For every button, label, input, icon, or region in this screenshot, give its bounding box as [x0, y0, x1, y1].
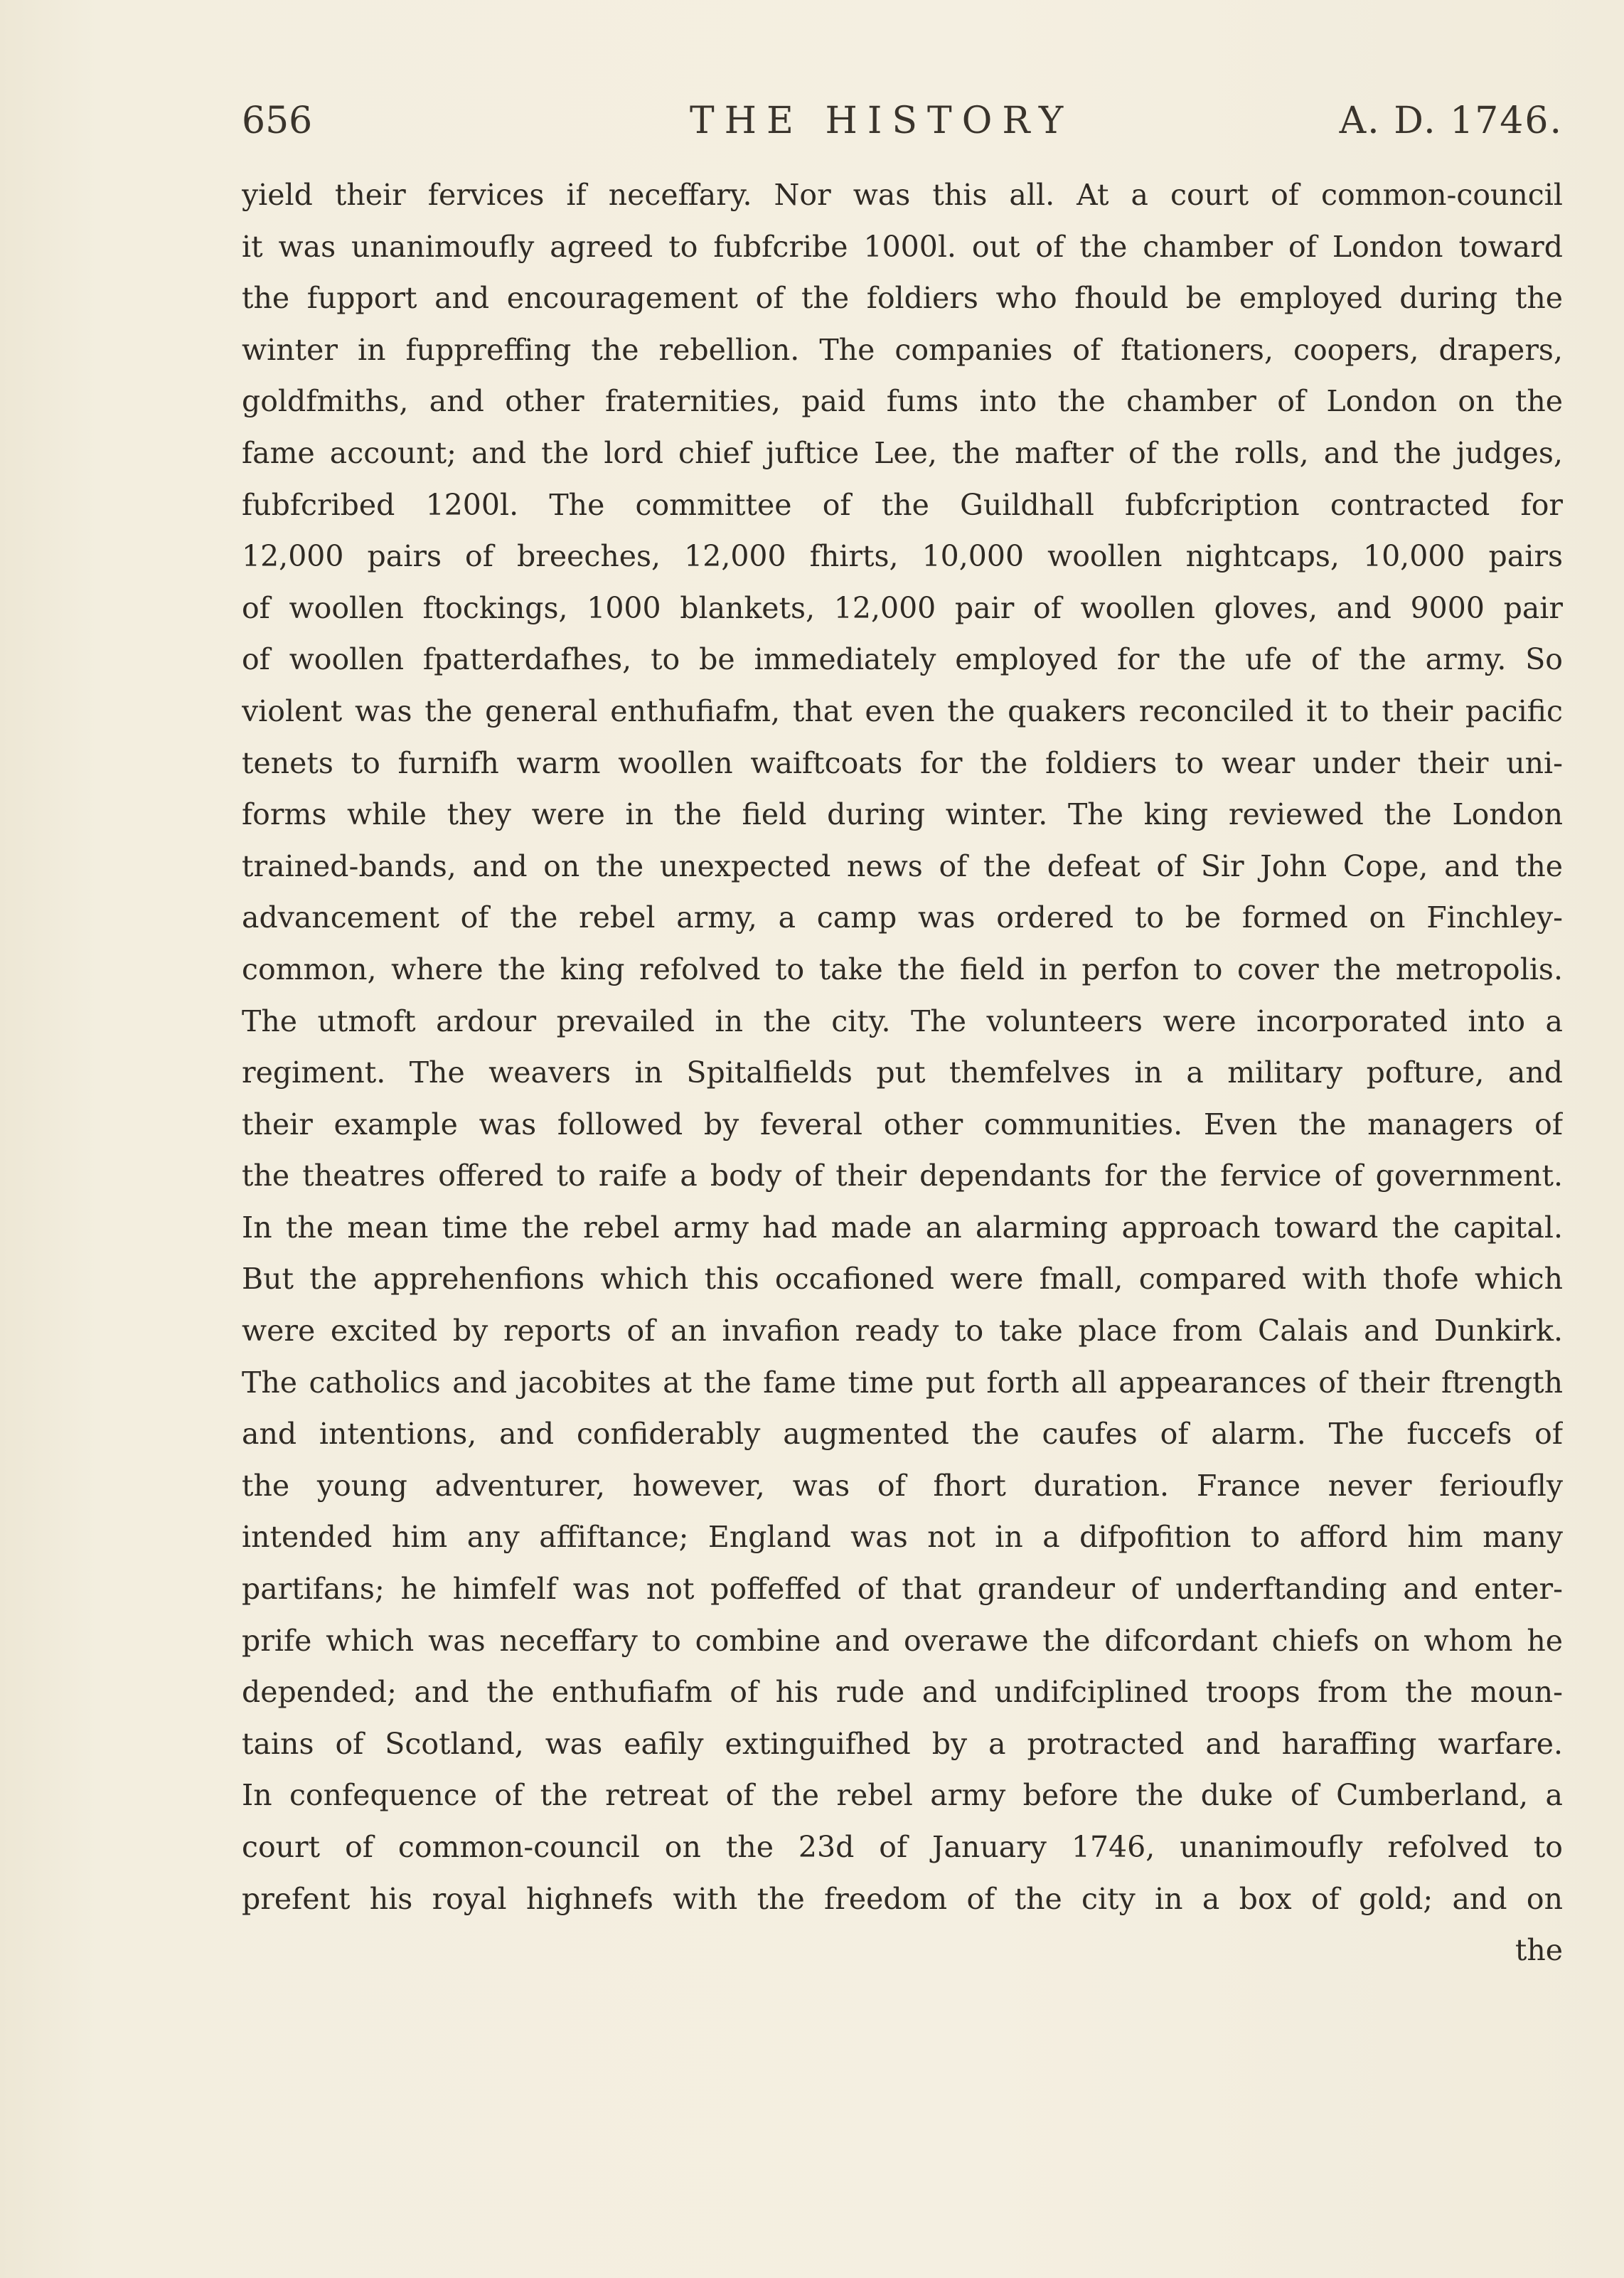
text-line: tenets to furnifh warm woollen waiftcoats for the foldiers to wear under their uni- [242, 745, 1563, 780]
text-line: prife which was neceffary to combine and overawe the difcordant chiefs on whom he [242, 1623, 1563, 1658]
catchword: the [1515, 1933, 1563, 1968]
text-line: depended; and the enthufiafm of his rude and undifciplined troops from the moun- [242, 1675, 1563, 1710]
body-text [242, 169, 1563, 1976]
text-line: their example was followed by feveral other communities. Even the managers of [242, 1107, 1563, 1141]
page-number: 656 [242, 100, 313, 142]
text-line: court of common-council on the 23d of January 1746, unanimoufly refolved to [242, 1830, 1563, 1864]
text-line: fubfcribed 1200l. The committee of the Guildhall fubfcription contracted for [242, 487, 1563, 522]
text-line: it was unanimoufly agreed to fubfcribe 1000l. out of the chamber of London toward [242, 229, 1563, 264]
text-line: of woollen fpatterdafhes, to be immediately employed for the ufe of the army. So [242, 642, 1563, 677]
text-line: goldfmiths, and other fraternities, paid fums into the chamber of London on the [242, 384, 1563, 419]
text-line: In confequence of the retreat of the rebel army before the duke of Cumberland, a [242, 1778, 1563, 1813]
text-line: The catholics and jacobites at the fame time put forth all appearances of their ftrength [242, 1365, 1563, 1400]
text-line: fame account; and the lord chief juftice Lee, the mafter of the rolls, and the judges, [242, 435, 1563, 470]
text-line: But the apprehenfions which this occafioned were fmall, compared with thofe which [242, 1262, 1563, 1297]
text-line: In the mean time the rebel army had made an alarming approach toward the capital. [242, 1210, 1563, 1245]
text-line: the theatres offered to raife a body of their dependants for the fervice of government. [242, 1159, 1563, 1193]
text-line: 12,000 pairs of breeches, 12,000 fhirts, 10,000 woollen nightcaps, 10,000 pairs [242, 539, 1563, 574]
text-line: yield their fervices if neceffary. Nor was this all. At a court of common-council [242, 178, 1563, 212]
text-line: regiment. The weavers in Spitalfields put themfelves in a military pofture, and [242, 1055, 1563, 1090]
text-line: forms while they were in the field during winter. The king reviewed the London [242, 797, 1563, 832]
text-line: the young adventurer, however, was of fhort duration. France never ferioufly [242, 1468, 1563, 1503]
year-marker: A. D. 1746. [1339, 100, 1563, 142]
text-line: advancement of the rebel army, a camp was ordered to be formed on Finchley- [242, 900, 1563, 935]
text-line: and intentions, and confiderably augmented the caufes of alarm. The fuccefs of [242, 1417, 1563, 1452]
running-header [242, 100, 1563, 156]
text-line: were excited by reports of an invafion ready to take place from Calais and Dunkirk. [242, 1314, 1563, 1348]
text-line: violent was the general enthufiafm, that even the quakers reconciled it to their pacific [242, 693, 1563, 728]
text-line: intended him any affiftance; England was not in a difpofition to afford him many [242, 1520, 1563, 1555]
text-line: the fupport and encouragement of the foldiers who fhould be employed during the [242, 281, 1563, 316]
text-line: winter in fuppreffing the rebellion. The companies of ftationers, coopers, drapers, [242, 332, 1563, 367]
text-line: common, where the king refolved to take the field in perfon to cover the metropolis. [242, 952, 1563, 986]
text-line: trained-bands, and on the unexpected news of the defeat of Sir John Cope, and the [242, 848, 1563, 883]
running-title: THE HISTORY [690, 100, 1074, 142]
text-line: prefent his royal highnefs with the freedom of the city in a box of gold; and on [242, 1881, 1563, 1916]
text-line: tains of Scotland, was eafily extinguifhed by a protracted and haraffing warfare. [242, 1726, 1563, 1761]
text-line: partifans; he himfelf was not poffeffed of that grandeur of underftanding and enter- [242, 1572, 1563, 1607]
text-line: The utmoft ardour prevailed in the city. The volunteers were incorporated into a [242, 1004, 1563, 1038]
text-line: of woollen ftockings, 1000 blankets, 12,000 pair of woollen gloves, and 9000 pair [242, 590, 1563, 625]
